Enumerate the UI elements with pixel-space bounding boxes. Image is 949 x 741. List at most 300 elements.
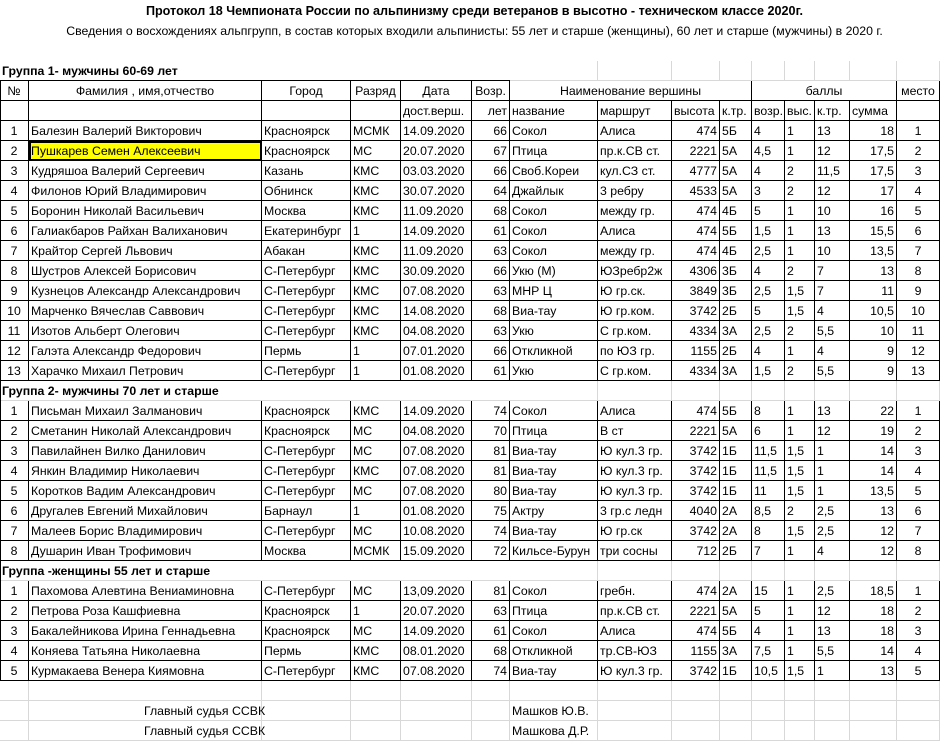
cell-p_sum[interactable]: 13 <box>850 261 897 281</box>
empty-cell[interactable] <box>897 681 940 701</box>
header-points-age[interactable]: возр. <box>752 101 785 121</box>
cell-ktr[interactable]: 2А <box>720 521 752 541</box>
cell-peak[interactable]: Виа-тау <box>510 301 598 321</box>
cell-height[interactable]: 3742 <box>672 301 720 321</box>
cell-p_sum[interactable]: 17,5 <box>850 161 897 181</box>
cell-rank[interactable]: КМС <box>351 641 401 661</box>
cell-num[interactable]: 8 <box>0 541 29 561</box>
cell-ktr[interactable]: 5Б <box>720 121 752 141</box>
cell-height[interactable]: 4334 <box>672 361 720 381</box>
cell-ktr[interactable]: 5А <box>720 181 752 201</box>
cell-ktr[interactable]: 4Б <box>720 201 752 221</box>
cell-date[interactable]: 04.08.2020 <box>401 421 472 441</box>
cell-ktr[interactable]: 1Б <box>720 481 752 501</box>
cell-height[interactable]: 4306 <box>672 261 720 281</box>
empty-cell[interactable] <box>472 701 510 721</box>
cell-p_sum[interactable]: 17 <box>850 181 897 201</box>
cell-date[interactable]: 20.07.2020 <box>401 601 472 621</box>
cell-p_ktr[interactable]: 12 <box>815 181 850 201</box>
cell-peak[interactable]: Кильсе-Бурун <box>510 541 598 561</box>
cell-num[interactable]: 12 <box>0 341 29 361</box>
header-rank-cont[interactable] <box>351 101 401 121</box>
empty-cell[interactable] <box>850 381 897 401</box>
cell-num[interactable]: 5 <box>0 481 29 501</box>
empty-cell[interactable] <box>672 381 720 401</box>
cell-height[interactable]: 474 <box>672 581 720 601</box>
cell-route[interactable]: Ю кул.3 гр. <box>598 661 672 681</box>
empty-cell[interactable] <box>672 681 720 701</box>
cell-rank[interactable]: КМС <box>351 461 401 481</box>
cell-height[interactable]: 2221 <box>672 601 720 621</box>
cell-city[interactable]: Красноярск <box>262 121 351 141</box>
header-date-sub[interactable]: дост.верш. <box>401 101 472 121</box>
cell-date[interactable]: 01.08.2020 <box>401 501 472 521</box>
cell-p_age[interactable]: 11 <box>752 481 785 501</box>
empty-cell[interactable] <box>897 721 940 741</box>
empty-cell[interactable] <box>897 701 940 721</box>
cell-p_age[interactable]: 11,5 <box>752 461 785 481</box>
cell-ktr[interactable]: 3Б <box>720 281 752 301</box>
cell-city[interactable]: Барнаул <box>262 501 351 521</box>
cell-num[interactable]: 4 <box>0 181 29 201</box>
cell-age[interactable]: 66 <box>472 161 510 181</box>
cell-city[interactable]: С-Петербург <box>262 301 351 321</box>
empty-cell[interactable] <box>672 561 720 581</box>
cell-age[interactable]: 72 <box>472 541 510 561</box>
cell-p_age[interactable]: 4 <box>752 341 785 361</box>
cell-height[interactable]: 3742 <box>672 481 720 501</box>
cell-num[interactable]: 4 <box>0 461 29 481</box>
cell-num[interactable]: 3 <box>0 441 29 461</box>
cell-p_ktr[interactable]: 5,5 <box>815 641 850 661</box>
cell-p_ktr[interactable]: 2,5 <box>815 521 850 541</box>
cell-peak[interactable]: Укю <box>510 321 598 341</box>
cell-route[interactable]: тр.СВ-ЮЗ <box>598 641 672 661</box>
header-peak-name[interactable]: название <box>510 101 598 121</box>
cell-date[interactable]: 03.03.2020 <box>401 161 472 181</box>
cell-height[interactable]: 1155 <box>672 341 720 361</box>
cell-p_ktr[interactable]: 10 <box>815 201 850 221</box>
cell-rank[interactable]: КМС <box>351 201 401 221</box>
cell-rank[interactable]: КМС <box>351 181 401 201</box>
cell-ktr[interactable]: 2Б <box>720 341 752 361</box>
cell-name[interactable]: Янкин Владимир Николаевич <box>29 461 262 481</box>
cell-age[interactable]: 68 <box>472 201 510 221</box>
cell-height[interactable]: 4040 <box>672 501 720 521</box>
cell-name[interactable]: Малеев Борис Владимирович <box>29 521 262 541</box>
cell-city[interactable]: С-Петербург <box>262 361 351 381</box>
cell-age[interactable]: 74 <box>472 661 510 681</box>
cell-p_alt[interactable]: 1 <box>785 581 815 601</box>
cell-height[interactable]: 474 <box>672 621 720 641</box>
cell-p_age[interactable]: 7 <box>752 541 785 561</box>
empty-cell[interactable] <box>785 721 815 741</box>
cell-rank[interactable]: МС <box>351 581 401 601</box>
cell-name[interactable]: Боронин Николай Васильевич <box>29 201 262 221</box>
empty-cell[interactable] <box>598 701 672 721</box>
cell-rank[interactable]: МСМК <box>351 541 401 561</box>
cell-ktr[interactable]: 1Б <box>720 441 752 461</box>
cell-rank[interactable]: МС <box>351 141 401 161</box>
header-num-cont[interactable] <box>0 101 29 121</box>
cell-city[interactable]: С-Петербург <box>262 281 351 301</box>
cell-ktr[interactable]: 1Б <box>720 461 752 481</box>
cell-age[interactable]: 75 <box>472 501 510 521</box>
cell-num[interactable]: 3 <box>0 161 29 181</box>
cell-city[interactable]: С-Петербург <box>262 581 351 601</box>
cell-height[interactable]: 3742 <box>672 441 720 461</box>
cell-peak[interactable]: Сокол <box>510 581 598 601</box>
cell-place[interactable]: 3 <box>897 161 940 181</box>
cell-date[interactable]: 07.08.2020 <box>401 661 472 681</box>
cell-p_sum[interactable]: 18 <box>850 621 897 641</box>
empty-cell[interactable] <box>401 721 472 741</box>
cell-p_ktr[interactable]: 11,5 <box>815 161 850 181</box>
cell-peak[interactable]: Виа-тау <box>510 481 598 501</box>
empty-cell[interactable] <box>510 381 598 401</box>
cell-p_ktr[interactable]: 7 <box>815 281 850 301</box>
cell-ktr[interactable]: 2Б <box>720 541 752 561</box>
cell-place[interactable]: 1 <box>897 121 940 141</box>
cell-place[interactable]: 8 <box>897 541 940 561</box>
cell-p_age[interactable]: 8 <box>752 401 785 421</box>
cell-p_alt[interactable]: 2 <box>785 161 815 181</box>
empty-cell[interactable] <box>262 681 351 701</box>
cell-rank[interactable]: КМС <box>351 281 401 301</box>
cell-p_age[interactable]: 2,5 <box>752 321 785 341</box>
empty-cell[interactable] <box>897 61 940 81</box>
cell-peak[interactable]: Откликной <box>510 641 598 661</box>
cell-peak[interactable]: Укю (М) <box>510 261 598 281</box>
cell-rank[interactable]: МС <box>351 441 401 461</box>
cell-city[interactable]: Москва <box>262 201 351 221</box>
cell-p_alt[interactable]: 1 <box>785 541 815 561</box>
cell-p_sum[interactable]: 22 <box>850 401 897 421</box>
cell-p_alt[interactable]: 1 <box>785 341 815 361</box>
cell-p_sum[interactable]: 13 <box>850 501 897 521</box>
cell-rank[interactable]: КМС <box>351 301 401 321</box>
empty-cell[interactable] <box>850 701 897 721</box>
header-name[interactable]: Фамилия , имя,отчество <box>29 81 262 101</box>
cell-route[interactable]: Ю гр.ск. <box>598 281 672 301</box>
cell-height[interactable]: 474 <box>672 121 720 141</box>
cell-name[interactable]: Бакалейникова Ирина Геннадьевна <box>29 621 262 641</box>
cell-height[interactable]: 3742 <box>672 661 720 681</box>
cell-name[interactable]: Пахомова Алевтина Вениаминовна <box>29 581 262 601</box>
empty-cell[interactable] <box>720 721 752 741</box>
cell-p_sum[interactable]: 18,5 <box>850 581 897 601</box>
cell-p_age[interactable]: 3 <box>752 181 785 201</box>
cell-rank[interactable]: КМС <box>351 401 401 421</box>
cell-date[interactable]: 14.09.2020 <box>401 621 472 641</box>
empty-cell[interactable] <box>785 561 815 581</box>
empty-cell[interactable] <box>815 681 850 701</box>
header-num[interactable]: № <box>0 81 29 101</box>
header-place-cont[interactable] <box>897 101 940 121</box>
empty-cell[interactable] <box>785 681 815 701</box>
cell-date[interactable]: 10.08.2020 <box>401 521 472 541</box>
cell-route[interactable]: Ю кул.3 гр. <box>598 441 672 461</box>
cell-route[interactable]: ЮЗребр2ж <box>598 261 672 281</box>
cell-date[interactable]: 11.09.2020 <box>401 241 472 261</box>
cell-p_alt[interactable]: 1,5 <box>785 461 815 481</box>
cell-p_sum[interactable]: 17,5 <box>850 141 897 161</box>
empty-cell[interactable] <box>815 721 850 741</box>
header-age[interactable]: Возр. <box>472 81 510 101</box>
cell-num[interactable]: 6 <box>0 221 29 241</box>
cell-p_alt[interactable]: 1,5 <box>785 301 815 321</box>
cell-p_ktr[interactable]: 7 <box>815 261 850 281</box>
cell-height[interactable]: 474 <box>672 241 720 261</box>
cell-peak[interactable]: Птица <box>510 141 598 161</box>
cell-place[interactable]: 1 <box>897 401 940 421</box>
cell-name[interactable]: Харачко Михаил Петрович <box>29 361 262 381</box>
cell-peak[interactable]: Сокол <box>510 221 598 241</box>
cell-p_sum[interactable]: 15,5 <box>850 221 897 241</box>
empty-cell[interactable] <box>785 701 815 721</box>
cell-place[interactable]: 9 <box>897 281 940 301</box>
cell-rank[interactable]: КМС <box>351 261 401 281</box>
cell-name[interactable]: Душарин Иван Трофимович <box>29 541 262 561</box>
cell-date[interactable]: 14.08.2020 <box>401 301 472 321</box>
cell-ktr[interactable]: 5Б <box>720 401 752 421</box>
group-label[interactable]: Группа 2- мужчины 70 лет и старше <box>0 381 510 401</box>
cell-city[interactable]: Обнинск <box>262 181 351 201</box>
cell-p_ktr[interactable]: 4 <box>815 341 850 361</box>
cell-p_ktr[interactable]: 1 <box>815 441 850 461</box>
cell-route[interactable]: кул.СЗ ст. <box>598 161 672 181</box>
empty-cell[interactable] <box>720 381 752 401</box>
cell-route[interactable]: Алиса <box>598 401 672 421</box>
cell-peak[interactable]: Джайлык <box>510 181 598 201</box>
cell-name[interactable]: Галэта Александр Федорович <box>29 341 262 361</box>
cell-age[interactable]: 66 <box>472 261 510 281</box>
cell-age[interactable]: 66 <box>472 121 510 141</box>
cell-peak[interactable]: Птица <box>510 601 598 621</box>
empty-cell[interactable] <box>752 701 785 721</box>
cell-p_alt[interactable]: 1 <box>785 201 815 221</box>
cell-p_ktr[interactable]: 13 <box>815 621 850 641</box>
cell-p_age[interactable]: 10,5 <box>752 661 785 681</box>
cell-p_age[interactable]: 4,5 <box>752 141 785 161</box>
cell-city[interactable]: Красноярск <box>262 141 351 161</box>
cell-num[interactable]: 2 <box>0 601 29 621</box>
cell-height[interactable]: 4334 <box>672 321 720 341</box>
cell-ktr[interactable]: 5Б <box>720 221 752 241</box>
cell-num[interactable]: 11 <box>0 321 29 341</box>
cell-ktr[interactable]: 3А <box>720 321 752 341</box>
cell-place[interactable]: 11 <box>897 321 940 341</box>
cell-age[interactable]: 81 <box>472 441 510 461</box>
header-points-sum[interactable]: сумма <box>850 101 897 121</box>
header-name-cont[interactable] <box>29 101 262 121</box>
header-height[interactable]: высота <box>672 101 720 121</box>
cell-p_alt[interactable]: 2 <box>785 181 815 201</box>
empty-cell[interactable] <box>815 61 850 81</box>
cell-city[interactable]: С-Петербург <box>262 661 351 681</box>
cell-num[interactable]: 7 <box>0 521 29 541</box>
cell-p_sum[interactable]: 12 <box>850 521 897 541</box>
cell-p_alt[interactable]: 2 <box>785 321 815 341</box>
cell-p_age[interactable]: 4 <box>752 261 785 281</box>
cell-ktr[interactable]: 5А <box>720 141 752 161</box>
empty-cell[interactable] <box>472 681 510 701</box>
cell-peak[interactable]: Откликной <box>510 341 598 361</box>
cell-place[interactable]: 3 <box>897 621 940 641</box>
header-city[interactable]: Город <box>262 81 351 101</box>
cell-ktr[interactable]: 5А <box>720 421 752 441</box>
cell-p_sum[interactable]: 13 <box>850 661 897 681</box>
cell-date[interactable]: 30.07.2020 <box>401 181 472 201</box>
cell-num[interactable]: 2 <box>0 141 29 161</box>
cell-route[interactable]: три сосны <box>598 541 672 561</box>
cell-height[interactable]: 2221 <box>672 421 720 441</box>
cell-place[interactable]: 6 <box>897 501 940 521</box>
cell-route[interactable]: Алиса <box>598 621 672 641</box>
cell-route[interactable]: С гр.ком. <box>598 321 672 341</box>
cell-num[interactable]: 10 <box>0 301 29 321</box>
empty-cell[interactable] <box>815 701 850 721</box>
cell-city[interactable]: С-Петербург <box>262 481 351 501</box>
cell-p_alt[interactable]: 1 <box>785 621 815 641</box>
cell-p_alt[interactable]: 1 <box>785 601 815 621</box>
cell-place[interactable]: 4 <box>897 461 940 481</box>
empty-cell[interactable] <box>262 701 351 721</box>
empty-cell[interactable] <box>401 681 472 701</box>
cell-name[interactable]: Сметанин Николай Александрович <box>29 421 262 441</box>
cell-age[interactable]: 74 <box>472 401 510 421</box>
cell-name[interactable]: Коротков Вадим Александрович <box>29 481 262 501</box>
empty-cell[interactable] <box>850 561 897 581</box>
cell-p_ktr[interactable]: 2,5 <box>815 501 850 521</box>
cell-date[interactable]: 07.08.2020 <box>401 481 472 501</box>
cell-peak[interactable]: Виа-тау <box>510 441 598 461</box>
cell-age[interactable]: 64 <box>472 181 510 201</box>
header-route[interactable]: маршрут <box>598 101 672 121</box>
cell-height[interactable]: 474 <box>672 201 720 221</box>
cell-date[interactable]: 04.08.2020 <box>401 321 472 341</box>
cell-place[interactable]: 6 <box>897 221 940 241</box>
empty-cell[interactable] <box>510 561 598 581</box>
empty-cell[interactable] <box>850 61 897 81</box>
cell-city[interactable]: Красноярск <box>262 601 351 621</box>
cell-age[interactable]: 61 <box>472 361 510 381</box>
header-peak[interactable]: Наименование вершины <box>510 81 752 101</box>
cell-place[interactable]: 4 <box>897 641 940 661</box>
cell-ktr[interactable]: 3А <box>720 361 752 381</box>
cell-p_alt[interactable]: 1,5 <box>785 281 815 301</box>
cell-age[interactable]: 68 <box>472 641 510 661</box>
cell-p_ktr[interactable]: 1 <box>815 461 850 481</box>
cell-num[interactable]: 1 <box>0 121 29 141</box>
cell-p_age[interactable]: 8,5 <box>752 501 785 521</box>
cell-name[interactable]: Кузнецов Александр Александрович <box>29 281 262 301</box>
cell-name[interactable]: Другалев Евгений Михайлович <box>29 501 262 521</box>
cell-height[interactable]: 1155 <box>672 641 720 661</box>
cell-num[interactable]: 1 <box>0 401 29 421</box>
cell-name[interactable]: Павилайнен Вилко Данилович <box>29 441 262 461</box>
cell-city[interactable]: Екатеринбург <box>262 221 351 241</box>
cell-height[interactable]: 474 <box>672 221 720 241</box>
cell-route[interactable]: С гр.ком. <box>598 361 672 381</box>
cell-place[interactable]: 7 <box>897 521 940 541</box>
cell-num[interactable]: 7 <box>0 241 29 261</box>
cell-age[interactable]: 61 <box>472 621 510 641</box>
cell-name[interactable]: Петрова Роза Кашфиевна <box>29 601 262 621</box>
cell-place[interactable]: 2 <box>897 141 940 161</box>
cell-peak[interactable]: Птица <box>510 421 598 441</box>
cell-ktr[interactable]: 3А <box>720 641 752 661</box>
cell-rank[interactable]: МСМК <box>351 121 401 141</box>
cell-age[interactable]: 81 <box>472 461 510 481</box>
empty-cell[interactable] <box>785 381 815 401</box>
empty-cell[interactable] <box>598 381 672 401</box>
cell-route[interactable]: Ю кул.3 гр. <box>598 461 672 481</box>
header-place[interactable]: место <box>897 81 940 101</box>
cell-p_age[interactable]: 7,5 <box>752 641 785 661</box>
empty-cell[interactable] <box>897 381 940 401</box>
cell-ktr[interactable]: 2А <box>720 581 752 601</box>
cell-height[interactable]: 4533 <box>672 181 720 201</box>
cell-city[interactable]: Казань <box>262 161 351 181</box>
cell-p_sum[interactable]: 14 <box>850 441 897 461</box>
empty-cell[interactable] <box>720 681 752 701</box>
cell-p_ktr[interactable]: 1 <box>815 661 850 681</box>
cell-rank[interactable]: 1 <box>351 501 401 521</box>
header-rank[interactable]: Разряд <box>351 81 401 101</box>
cell-date[interactable]: 14.09.2020 <box>401 401 472 421</box>
cell-place[interactable]: 10 <box>897 301 940 321</box>
cell-p_sum[interactable]: 9 <box>850 361 897 381</box>
cell-peak[interactable]: Актру <box>510 501 598 521</box>
cell-p_sum[interactable]: 13,5 <box>850 241 897 261</box>
cell-p_ktr[interactable]: 12 <box>815 421 850 441</box>
empty-cell[interactable] <box>752 721 785 741</box>
empty-cell[interactable] <box>672 701 720 721</box>
cell-ktr[interactable]: 1Б <box>720 661 752 681</box>
cell-p_ktr[interactable]: 13 <box>815 221 850 241</box>
cell-route[interactable]: 3 гр.с ледн <box>598 501 672 521</box>
cell-p_sum[interactable]: 16 <box>850 201 897 221</box>
cell-peak[interactable]: Виа-тау <box>510 521 598 541</box>
header-points[interactable]: баллы <box>752 81 897 101</box>
cell-date[interactable]: 07.01.2020 <box>401 341 472 361</box>
cell-name[interactable]: Курмакаева Венера Киямовна <box>29 661 262 681</box>
cell-age[interactable]: 66 <box>472 341 510 361</box>
cell-height[interactable]: 3742 <box>672 521 720 541</box>
cell-p_sum[interactable]: 9 <box>850 341 897 361</box>
empty-cell[interactable] <box>752 381 785 401</box>
cell-p_age[interactable]: 2,5 <box>752 241 785 261</box>
cell-num[interactable]: 4 <box>0 641 29 661</box>
empty-cell[interactable] <box>720 561 752 581</box>
cell-city[interactable]: Москва <box>262 541 351 561</box>
cell-p_ktr[interactable]: 4 <box>815 301 850 321</box>
cell-ktr[interactable]: 5А <box>720 161 752 181</box>
empty-cell[interactable] <box>401 701 472 721</box>
cell-num[interactable]: 5 <box>0 661 29 681</box>
empty-cell[interactable] <box>752 681 785 701</box>
cell-city[interactable]: С-Петербург <box>262 321 351 341</box>
cell-num[interactable]: 3 <box>0 621 29 641</box>
cell-p_sum[interactable]: 18 <box>850 121 897 141</box>
cell-ktr[interactable]: 5А <box>720 601 752 621</box>
cell-p_alt[interactable]: 2 <box>785 261 815 281</box>
cell-p_ktr[interactable]: 1 <box>815 481 850 501</box>
header-points-ktr[interactable]: к.тр. <box>815 101 850 121</box>
empty-cell[interactable] <box>850 721 897 741</box>
cell-p_age[interactable]: 5 <box>752 301 785 321</box>
